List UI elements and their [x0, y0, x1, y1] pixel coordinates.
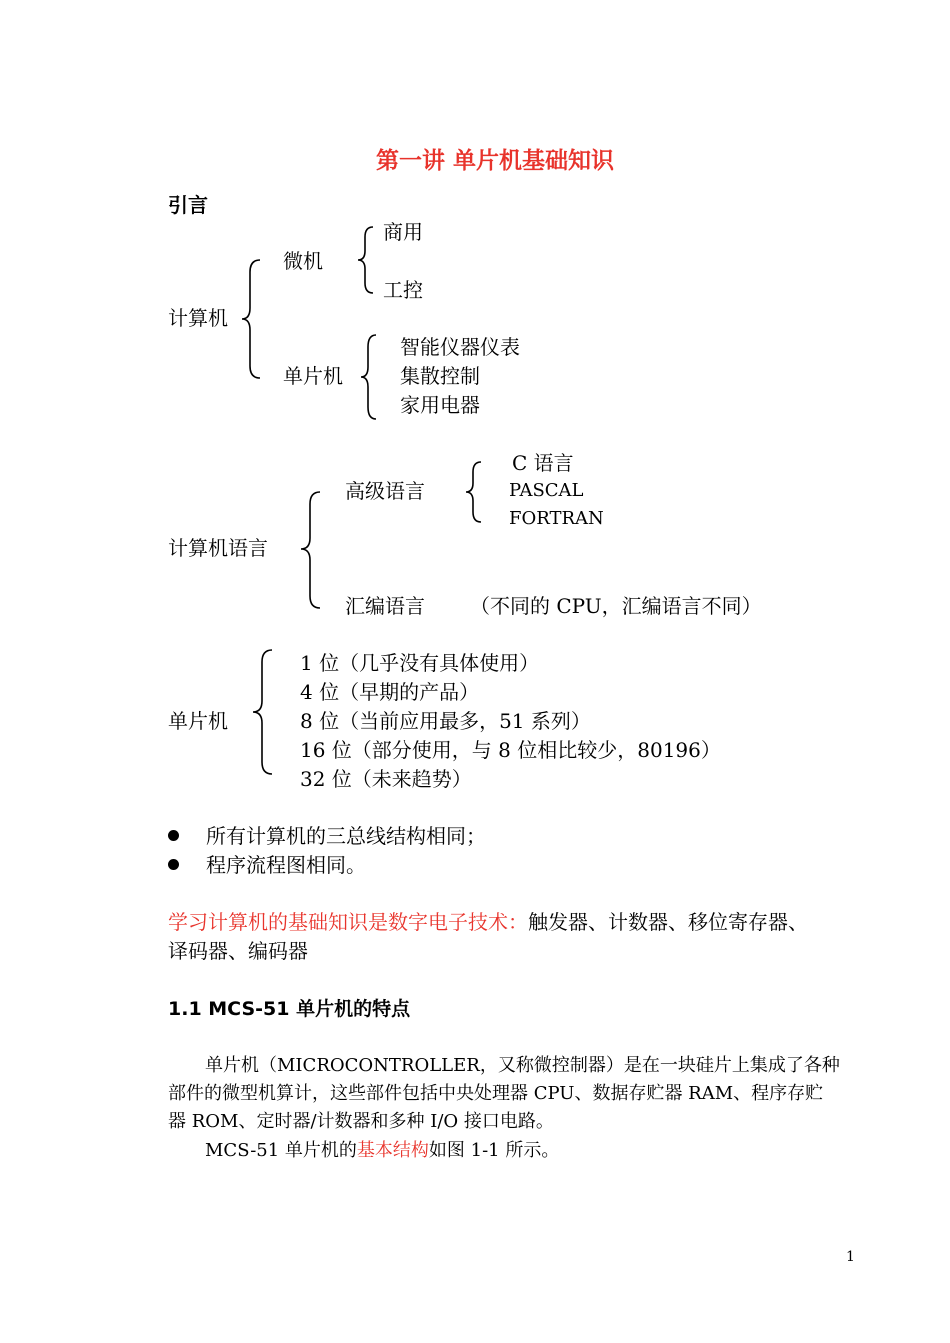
- tree-language-brace: [298, 490, 324, 610]
- tree-high-brace: [463, 460, 485, 524]
- tree-micro-brace: [355, 225, 377, 295]
- page-title: 第一讲 单片机基础知识: [376, 148, 615, 174]
- digital-line-1: [168, 912, 808, 932]
- para1-line-1: 单片机（MICROCONTROLLER，又称微控制器）是在一块硅片上集成了各种: [205, 1055, 840, 1076]
- para2-line: [205, 1142, 559, 1160]
- intro-heading: 引言: [168, 193, 208, 217]
- bullet-item-1: 所有计算机的三总线结构相同；: [206, 824, 486, 848]
- digital-red-text: 学习计算机的基础知识是数字电子技术：: [168, 910, 528, 934]
- tree-language-root: 计算机语言: [168, 536, 268, 560]
- tree-high-label: 高级语言: [345, 479, 425, 503]
- tree-micro-child-2: 工控: [383, 278, 423, 302]
- tree-bits-brace: [250, 648, 276, 778]
- tree-asm-label: 汇编语言: [345, 594, 425, 618]
- section-heading: 1.1 MCS-51 单片机的特点: [168, 998, 411, 1020]
- tree-bits-root: 单片机: [168, 709, 228, 733]
- tree-bits-item-2: 4 位（早期的产品）: [300, 680, 480, 704]
- tree-mcu-label: 单片机: [283, 364, 343, 388]
- tree-mcu-brace: [358, 333, 380, 421]
- para2-prefix: MCS-51 单片机的: [205, 1140, 357, 1161]
- tree-high-child-2: PASCAL: [509, 480, 584, 501]
- tree-micro-label: 微机: [283, 249, 323, 273]
- tree-bits-item-5: 32 位（未来趋势）: [300, 767, 472, 791]
- para1-line-2: 部件的微型机算计，这些部件包括中央处理器 CPU、数据存贮器 RAM、程序存贮: [168, 1083, 824, 1104]
- tree-bits-item-4: 16 位（部分使用，与 8 位相比较少，80196）: [300, 738, 721, 762]
- tree-bits-item-1: 1 位（几乎没有具体使用）: [300, 651, 540, 675]
- para2-highlight: 基本结构: [356, 1140, 429, 1161]
- tree-computer-brace: [240, 258, 264, 380]
- tree-asm-note: （不同的 CPU，汇编语言不同）: [470, 594, 762, 618]
- tree-micro-child-1: 商用: [383, 220, 423, 244]
- tree-high-child-1: C 语言: [512, 451, 574, 475]
- para2-suffix: 如图 1-1 所示。: [428, 1140, 560, 1161]
- tree-high-child-3: FORTRAN: [509, 508, 604, 529]
- digital-rest-text: 触发器、计数器、移位寄存器、: [528, 910, 808, 934]
- tree-mcu-child-1: 智能仪器仪表: [400, 335, 520, 359]
- digital-line-2: 译码器、编码器: [168, 939, 308, 963]
- tree-mcu-child-2: 集散控制: [400, 364, 480, 388]
- bullet-dot-1: [168, 830, 179, 841]
- tree-mcu-child-3: 家用电器: [400, 393, 480, 417]
- bullet-item-2: 程序流程图相同。: [206, 853, 366, 877]
- tree-bits-item-3: 8 位（当前应用最多，51 系列）: [300, 709, 591, 733]
- para1-line-3: 器 ROM、定时器/计数器和多种 I/O 接口电路。: [168, 1111, 554, 1132]
- bullet-dot-2: [168, 859, 179, 870]
- page-number: 1: [846, 1249, 855, 1265]
- tree-computer-root: 计算机: [168, 306, 228, 330]
